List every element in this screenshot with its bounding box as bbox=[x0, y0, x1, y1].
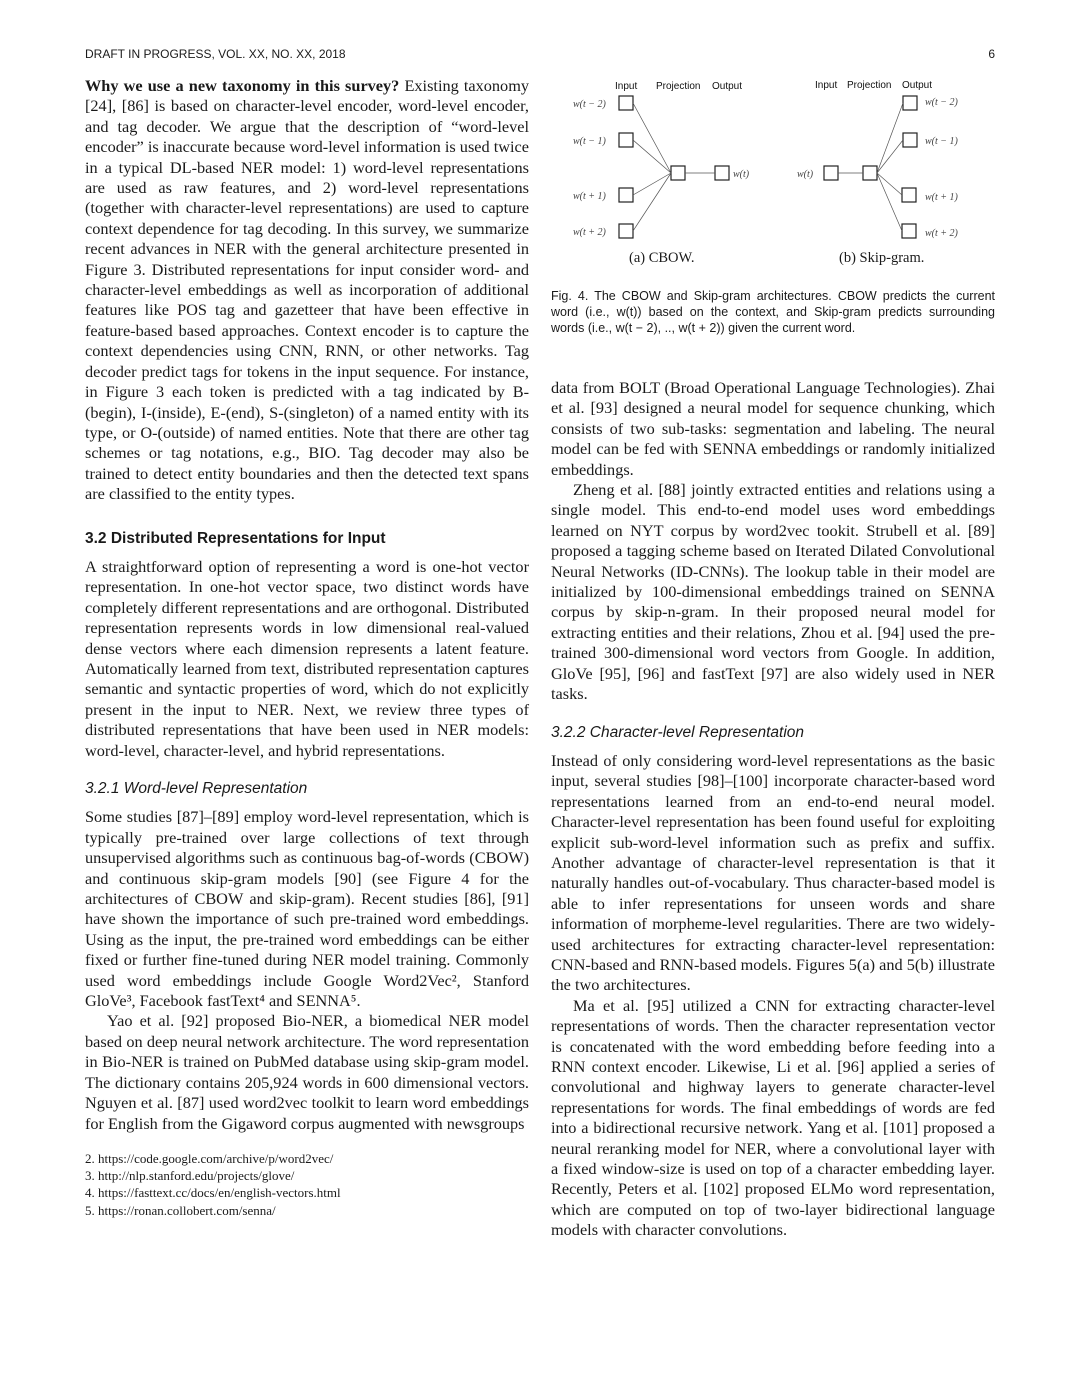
right-column bbox=[551, 378, 995, 1241]
taxonomy-question: Why we use a new taxonomy in this survey? bbox=[85, 76, 400, 95]
svg-text:w(t − 2): w(t − 2) bbox=[573, 99, 606, 110]
running-header bbox=[85, 47, 995, 61]
section-heading-3-2: 3.2 Distributed Representations for Input bbox=[85, 529, 386, 547]
svg-text:w(t): w(t) bbox=[733, 169, 750, 180]
zheng-paragraph: Zheng et al. [88] jointly extracted entities and relations using a single model. This end-to-end model uses word embeddings learned on NYT corpus by word2vec tookit. Strubell et al. [89] proposed a tagging scheme based on Iterated Dilated Convolutional Neural Networks (ID-CNNs). The lookup table in their model are initialized by 100-dimensional embeddings trained on SENNA corpus by skip-n-gram. In their proposed neural model for extracting entities and their relations, Zhou et al. [94] used the pre-trained 300-dimensional word vectors from Google. In addition, GloVe [95], [96] and fastText [97] are also widely used in NER tasks. bbox=[551, 480, 995, 704]
svg-text:Input: Input bbox=[815, 80, 838, 91]
svg-text:Projection: Projection bbox=[656, 81, 701, 92]
svg-text:Projection: Projection bbox=[847, 80, 892, 91]
svg-text:w(t − 1): w(t − 1) bbox=[925, 136, 958, 147]
bio-ner-paragraph: Yao et al. [92] proposed Bio-NER, a biomedical NER model based on deep neural network architecture. The word representation in Bio-NER is trained on PubMed database using skip-gram model. The dictionary contains 205,924 words in 600 dimensional vectors. Nguyen et al. [87] used word2vec toolkit to learn word embeddings for English from the Gigaword corpus augmented with newsgroups bbox=[85, 1011, 529, 1133]
svg-text:w(t + 1): w(t + 1) bbox=[573, 191, 606, 202]
svg-text:Input: Input bbox=[615, 81, 638, 92]
left-column bbox=[85, 76, 529, 1219]
footnote-2[interactable]: 2. https://code.google.com/archive/p/word2vec/ bbox=[85, 1150, 334, 1166]
svg-text:w(t + 2): w(t + 2) bbox=[925, 228, 958, 239]
footnotes bbox=[85, 1150, 529, 1219]
distributed-paragraph: A straightforward option of representing a word is one-hot vector representation. In one-hot vector space, two distinct words have completely different representations and are orthogonal. Distributed representation represents words in low dimensional real-valued dense vectors where each dimension represents a latent feature. Automatically learned from text, distributed representation captures semantic and syntactic properties of word, which do not explicitly present in the input to NER. Next, we review three types of distributed representations that have been used in NER models: word-level, character-level, and hybrid representations. bbox=[85, 556, 529, 760]
svg-text:Output: Output bbox=[902, 80, 933, 91]
svg-text:w(t − 2): w(t − 2) bbox=[925, 97, 958, 108]
cbow-skipgram-diagram bbox=[560, 74, 1000, 274]
svg-text:w(t + 1): w(t + 1) bbox=[925, 192, 958, 203]
svg-text:w(t + 2): w(t + 2) bbox=[573, 227, 606, 238]
footnote-5[interactable]: 5. https://ronan.collobert.com/senna/ bbox=[85, 1202, 276, 1218]
page-number: 6 bbox=[988, 47, 995, 61]
subsection-heading-3-2-1: 3.2.1 Word-level Representation bbox=[85, 780, 308, 797]
footnote-3[interactable]: 3. http://nlp.stanford.edu/projects/glove/ bbox=[85, 1168, 295, 1184]
cbow-label: (a) CBOW. bbox=[629, 250, 695, 266]
footnote-4[interactable]: 4. https://fasttext.cc/docs/en/english-vectors.html bbox=[85, 1185, 341, 1201]
journal-header: DRAFT IN PROGRESS, VOL. XX, NO. XX, 2018 bbox=[85, 47, 346, 61]
taxonomy-paragraph: Existing taxonomy [24], [86] is based on character-level encoder, word-level encoder, and tag decoder. We argue that the description of “word-level encoder” is inaccurate because word-level information is used twice in a typical DL-based NER model: 1) word-level representations are used as raw features, and 2) word-level representations (together with character-level representations) are used to capture context dependence for tag decoding. In this survey, we summarize recent advances in NER with the general architecture presented in Figure 3. Distributed representations for input consider word- and character-level embeddings as well as incorporation of additional features like POS tag and gazetteer that have been effective in feature-based based approaches. Context encoder is to capture the context dependencies using CNN, RNN, or other networks. Tag decoder predict tags for tokens in the input sequence. For instance, in Figure 3 each token is predicted with a tag indicated by B-(begin), I-(inside), E-(end), S-(singleton) of a named entity with its type, or O-(outside) of named entities. Note that there are other tag schemes or tag notations, e.g., BIO. Tag decoder may also be trained to detect entity boundaries and then the detected text spans are classified to the entity types. bbox=[85, 76, 530, 504]
svg-text:w(t − 1): w(t − 1) bbox=[573, 136, 606, 147]
svg-text:Output: Output bbox=[712, 81, 743, 92]
char-level-paragraph: Instead of only considering word-level representations as the basic input, several studies [98]–[100] incorporate character-based word representations learned from an end-to-end neural model. Character-level representation has been found useful for exploiting explicit sub-word-level information such as prefix and suffix. Another advantage of character-level representation is that it naturally handles out-of-vocabulary. Thus character-based model is able to infer representations for unseen words and share information of morpheme-level regularities. There are two widely-used architectures for extracting character-level representation: CNN-based and RNN-based models. Figures 5(a) and 5(b) illustrate the two architectures. bbox=[551, 750, 995, 995]
word-level-paragraph: Some studies [87]–[89] employ word-level representation, which is typically pre-trained over large collections of text through unsupervised algorithms such as continuous bag-of-words (CBOW) and continuous skip-gram models [90] (see Figure 4 for the architectures of CBOW and skip-gram). Recent studies [86], [91] have shown the importance of such pre-trained word embeddings. Using as the input, the pre-trained word embeddings can be either fixed or further fine-tuned during NER model training. Commonly used word embeddings include Google Word2Vec², Stanford GloVe³, Facebook fastText⁴ and SENNA⁵. bbox=[85, 807, 529, 1011]
bolt-paragraph: data from BOLT (Broad Operational Language Technologies). Zhai et al. [93] designed a neural model for sequence chunking, which consists of two sub-tasks: segmentation and labeling. The neural model can be fed with SENNA embeddings or randomly initialized embeddings. bbox=[551, 378, 995, 479]
skipgram-label: (b) Skip-gram. bbox=[839, 250, 925, 266]
figure-caption: Fig. 4. The CBOW and Skip-gram architectures. CBOW predicts the current word (i.e., w(t)) based on the context, and Skip-gram predicts surrounding words (i.e., w(t − 2), .., w(t + 2)) given the current word. bbox=[551, 289, 995, 335]
figure-4 bbox=[560, 74, 1000, 274]
subsection-heading-3-2-2: 3.2.2 Character-level Representation bbox=[551, 723, 805, 741]
svg-text:w(t): w(t) bbox=[797, 169, 814, 180]
ma-paragraph: Ma et al. [95] utilized a CNN for extracting character-level representations of words. Then the character representation vector is concatenated with the word embedding before feeding into a RNN context encoder. Likewise, Li et al. [96] applied a series of convolutional and highway layers to generate character-level representations for words. The final embeddings of words are fed into a bidirectional recursive network. Yang et al. [101] proposed a neural reranking model for NER, where a convolutional layer with a fixed window-size is used on top of a character embedding layer. Recently, Peters et al. [102] proposed ELMo word representation, which are computed on top of two-layer bidirectional language models with character convolutions. bbox=[551, 995, 995, 1240]
